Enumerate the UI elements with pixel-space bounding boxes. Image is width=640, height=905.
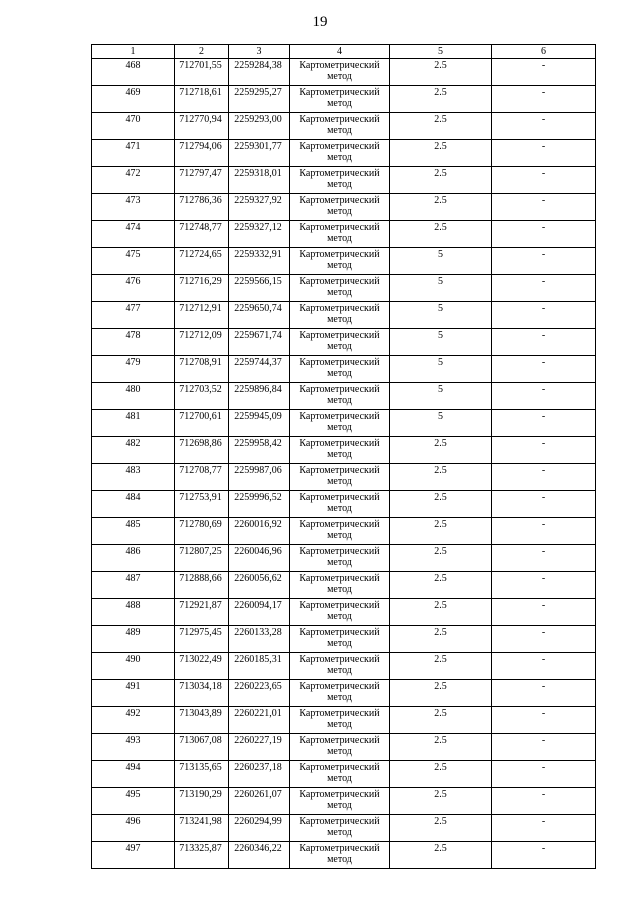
table-row: [92, 788, 596, 815]
point-number-cell: 469: [92, 86, 175, 113]
y-coordinate-cell: 2260094,17: [229, 599, 290, 626]
note-cell: -: [492, 248, 596, 275]
point-number-cell: 470: [92, 113, 175, 140]
y-coordinate-cell: 2259896,84: [229, 383, 290, 410]
point-number-cell: 475: [92, 248, 175, 275]
x-coordinate-cell: 713241,98: [175, 815, 229, 842]
note-cell: -: [492, 356, 596, 383]
table-row: [92, 383, 596, 410]
method-cell: Картометрический метод: [290, 626, 390, 653]
table-row: [92, 410, 596, 437]
note-cell: -: [492, 383, 596, 410]
y-coordinate-cell: 2260237,18: [229, 761, 290, 788]
y-coordinate-cell: 2260056,62: [229, 572, 290, 599]
x-coordinate-cell: 712700,61: [175, 410, 229, 437]
table-row: [92, 761, 596, 788]
y-coordinate-cell: 2260221,01: [229, 707, 290, 734]
method-cell: Картометрический метод: [290, 680, 390, 707]
table-row: [92, 302, 596, 329]
column-header: 5: [390, 45, 492, 59]
table-row: [92, 221, 596, 248]
point-number-cell: 481: [92, 410, 175, 437]
y-coordinate-cell: 2259566,15: [229, 275, 290, 302]
x-coordinate-cell: 712712,91: [175, 302, 229, 329]
point-number-cell: 491: [92, 680, 175, 707]
point-number-cell: 486: [92, 545, 175, 572]
method-cell: Картометрический метод: [290, 140, 390, 167]
point-number-cell: 478: [92, 329, 175, 356]
point-number-cell: 479: [92, 356, 175, 383]
point-number-cell: 489: [92, 626, 175, 653]
column-header: 6: [492, 45, 596, 59]
table-body: [92, 59, 596, 869]
note-cell: -: [492, 788, 596, 815]
point-number-cell: 482: [92, 437, 175, 464]
x-coordinate-cell: 712794,06: [175, 140, 229, 167]
accuracy-cell: 2.5: [390, 788, 492, 815]
table-row: [92, 707, 596, 734]
point-number-cell: 476: [92, 275, 175, 302]
y-coordinate-cell: 2260185,31: [229, 653, 290, 680]
table-row: [92, 680, 596, 707]
table-row: [92, 437, 596, 464]
x-coordinate-cell: 712807,25: [175, 545, 229, 572]
x-coordinate-cell: 712753,91: [175, 491, 229, 518]
note-cell: -: [492, 815, 596, 842]
y-coordinate-cell: 2259958,42: [229, 437, 290, 464]
method-cell: Картометрический метод: [290, 167, 390, 194]
accuracy-cell: 2.5: [390, 437, 492, 464]
column-header: 4: [290, 45, 390, 59]
point-number-cell: 483: [92, 464, 175, 491]
point-number-cell: 484: [92, 491, 175, 518]
table-row: [92, 572, 596, 599]
accuracy-cell: 5: [390, 356, 492, 383]
table-row: [92, 356, 596, 383]
table-row: [92, 491, 596, 518]
accuracy-cell: 2.5: [390, 59, 492, 86]
method-cell: Картометрический метод: [290, 59, 390, 86]
table-row: [92, 140, 596, 167]
y-coordinate-cell: 2260227,19: [229, 734, 290, 761]
x-coordinate-cell: 712701,55: [175, 59, 229, 86]
x-coordinate-cell: 712703,52: [175, 383, 229, 410]
accuracy-cell: 2.5: [390, 221, 492, 248]
y-coordinate-cell: 2260294,99: [229, 815, 290, 842]
y-coordinate-cell: 2259650,74: [229, 302, 290, 329]
method-cell: Картометрический метод: [290, 545, 390, 572]
x-coordinate-cell: 712975,45: [175, 626, 229, 653]
x-coordinate-cell: 712786,36: [175, 194, 229, 221]
table-row: [92, 275, 596, 302]
accuracy-cell: 2.5: [390, 194, 492, 221]
x-coordinate-cell: 713022,49: [175, 653, 229, 680]
table-row: [92, 59, 596, 86]
y-coordinate-cell: 2259945,09: [229, 410, 290, 437]
method-cell: Картометрический метод: [290, 788, 390, 815]
note-cell: -: [492, 572, 596, 599]
accuracy-cell: 2.5: [390, 599, 492, 626]
y-coordinate-cell: 2259301,77: [229, 140, 290, 167]
y-coordinate-cell: 2259327,92: [229, 194, 290, 221]
accuracy-cell: 2.5: [390, 734, 492, 761]
note-cell: -: [492, 86, 596, 113]
point-number-cell: 495: [92, 788, 175, 815]
table-row: [92, 734, 596, 761]
method-cell: Картометрический метод: [290, 491, 390, 518]
point-number-cell: 492: [92, 707, 175, 734]
note-cell: -: [492, 842, 596, 869]
note-cell: -: [492, 194, 596, 221]
note-cell: -: [492, 113, 596, 140]
y-coordinate-cell: 2259744,37: [229, 356, 290, 383]
note-cell: -: [492, 59, 596, 86]
table-row: [92, 653, 596, 680]
note-cell: -: [492, 491, 596, 518]
table-row: [92, 86, 596, 113]
note-cell: -: [492, 437, 596, 464]
note-cell: -: [492, 626, 596, 653]
accuracy-cell: 2.5: [390, 680, 492, 707]
table-row: [92, 329, 596, 356]
method-cell: Картометрический метод: [290, 653, 390, 680]
point-number-cell: 490: [92, 653, 175, 680]
method-cell: Картометрический метод: [290, 86, 390, 113]
table-row: [92, 815, 596, 842]
accuracy-cell: 5: [390, 329, 492, 356]
column-header: 1: [92, 45, 175, 59]
note-cell: -: [492, 464, 596, 491]
accuracy-cell: 2.5: [390, 545, 492, 572]
note-cell: -: [492, 761, 596, 788]
method-cell: Картометрический метод: [290, 410, 390, 437]
accuracy-cell: 5: [390, 248, 492, 275]
point-number-cell: 496: [92, 815, 175, 842]
accuracy-cell: 2.5: [390, 464, 492, 491]
method-cell: Картометрический метод: [290, 356, 390, 383]
note-cell: -: [492, 518, 596, 545]
x-coordinate-cell: 712698,86: [175, 437, 229, 464]
method-cell: Картометрический метод: [290, 221, 390, 248]
table-row: [92, 545, 596, 572]
x-coordinate-cell: 713190,29: [175, 788, 229, 815]
y-coordinate-cell: 2260346,22: [229, 842, 290, 869]
method-cell: Картометрический метод: [290, 572, 390, 599]
x-coordinate-cell: 713034,18: [175, 680, 229, 707]
y-coordinate-cell: 2259671,74: [229, 329, 290, 356]
x-coordinate-cell: 712770,94: [175, 113, 229, 140]
note-cell: -: [492, 221, 596, 248]
method-cell: Картометрический метод: [290, 599, 390, 626]
point-number-cell: 485: [92, 518, 175, 545]
point-number-cell: 493: [92, 734, 175, 761]
x-coordinate-cell: 712797,47: [175, 167, 229, 194]
table-row: [92, 248, 596, 275]
table-row: [92, 599, 596, 626]
y-coordinate-cell: 2259332,91: [229, 248, 290, 275]
table-row: [92, 842, 596, 869]
accuracy-cell: 2.5: [390, 140, 492, 167]
method-cell: Картометрический метод: [290, 464, 390, 491]
accuracy-cell: 2.5: [390, 815, 492, 842]
table-row: [92, 626, 596, 653]
accuracy-cell: 2.5: [390, 626, 492, 653]
accuracy-cell: 2.5: [390, 572, 492, 599]
y-coordinate-cell: 2259295,27: [229, 86, 290, 113]
accuracy-cell: 2.5: [390, 86, 492, 113]
y-coordinate-cell: 2260046,96: [229, 545, 290, 572]
point-number-cell: 477: [92, 302, 175, 329]
y-coordinate-cell: 2259318,01: [229, 167, 290, 194]
accuracy-cell: 2.5: [390, 842, 492, 869]
column-header: 2: [175, 45, 229, 59]
note-cell: -: [492, 734, 596, 761]
accuracy-cell: 2.5: [390, 653, 492, 680]
y-coordinate-cell: 2259987,06: [229, 464, 290, 491]
x-coordinate-cell: 712712,09: [175, 329, 229, 356]
x-coordinate-cell: 712724,65: [175, 248, 229, 275]
note-cell: -: [492, 653, 596, 680]
accuracy-cell: 2.5: [390, 707, 492, 734]
table-row: [92, 113, 596, 140]
table-row: [92, 464, 596, 491]
point-number-cell: 494: [92, 761, 175, 788]
y-coordinate-cell: 2259327,12: [229, 221, 290, 248]
x-coordinate-cell: 713067,08: [175, 734, 229, 761]
x-coordinate-cell: 713325,87: [175, 842, 229, 869]
note-cell: -: [492, 275, 596, 302]
point-number-cell: 471: [92, 140, 175, 167]
method-cell: Картометрический метод: [290, 113, 390, 140]
x-coordinate-cell: 713135,65: [175, 761, 229, 788]
y-coordinate-cell: 2259284,38: [229, 59, 290, 86]
table-row: [92, 518, 596, 545]
note-cell: -: [492, 545, 596, 572]
x-coordinate-cell: 712716,29: [175, 275, 229, 302]
y-coordinate-cell: 2259996,52: [229, 491, 290, 518]
method-cell: Картометрический метод: [290, 707, 390, 734]
method-cell: Картометрический метод: [290, 275, 390, 302]
accuracy-cell: 2.5: [390, 518, 492, 545]
accuracy-cell: 5: [390, 275, 492, 302]
point-number-cell: 472: [92, 167, 175, 194]
accuracy-cell: 5: [390, 383, 492, 410]
x-coordinate-cell: 712748,77: [175, 221, 229, 248]
method-cell: Картометрический метод: [290, 437, 390, 464]
method-cell: Картометрический метод: [290, 302, 390, 329]
method-cell: Картометрический метод: [290, 248, 390, 275]
note-cell: -: [492, 680, 596, 707]
y-coordinate-cell: 2260016,92: [229, 518, 290, 545]
note-cell: -: [492, 167, 596, 194]
page-number: 19: [312, 14, 328, 30]
note-cell: -: [492, 329, 596, 356]
note-cell: -: [492, 140, 596, 167]
note-cell: -: [492, 707, 596, 734]
method-cell: Картометрический метод: [290, 329, 390, 356]
method-cell: Картометрический метод: [290, 734, 390, 761]
note-cell: -: [492, 599, 596, 626]
x-coordinate-cell: 712921,87: [175, 599, 229, 626]
method-cell: Картометрический метод: [290, 383, 390, 410]
y-coordinate-cell: 2260223,65: [229, 680, 290, 707]
accuracy-cell: 2.5: [390, 167, 492, 194]
note-cell: -: [492, 410, 596, 437]
table-row: [92, 167, 596, 194]
y-coordinate-cell: 2260133,28: [229, 626, 290, 653]
point-number-cell: 480: [92, 383, 175, 410]
x-coordinate-cell: 712718,61: [175, 86, 229, 113]
method-cell: Картометрический метод: [290, 842, 390, 869]
x-coordinate-cell: 712708,91: [175, 356, 229, 383]
accuracy-cell: 2.5: [390, 761, 492, 788]
accuracy-cell: 2.5: [390, 113, 492, 140]
point-number-cell: 488: [92, 599, 175, 626]
column-header: 3: [229, 45, 290, 59]
method-cell: Картометрический метод: [290, 518, 390, 545]
accuracy-cell: 2.5: [390, 491, 492, 518]
point-number-cell: 487: [92, 572, 175, 599]
method-cell: Картометрический метод: [290, 815, 390, 842]
x-coordinate-cell: 713043,89: [175, 707, 229, 734]
coordinates-table: [91, 44, 596, 869]
x-coordinate-cell: 712780,69: [175, 518, 229, 545]
note-cell: -: [492, 302, 596, 329]
point-number-cell: 468: [92, 59, 175, 86]
method-cell: Картометрический метод: [290, 194, 390, 221]
x-coordinate-cell: 712888,66: [175, 572, 229, 599]
accuracy-cell: 5: [390, 302, 492, 329]
point-number-cell: 473: [92, 194, 175, 221]
y-coordinate-cell: 2260261,07: [229, 788, 290, 815]
table-row: [92, 194, 596, 221]
table-header-row: [92, 45, 596, 59]
point-number-cell: 497: [92, 842, 175, 869]
accuracy-cell: 5: [390, 410, 492, 437]
point-number-cell: 474: [92, 221, 175, 248]
method-cell: Картометрический метод: [290, 761, 390, 788]
y-coordinate-cell: 2259293,00: [229, 113, 290, 140]
x-coordinate-cell: 712708,77: [175, 464, 229, 491]
